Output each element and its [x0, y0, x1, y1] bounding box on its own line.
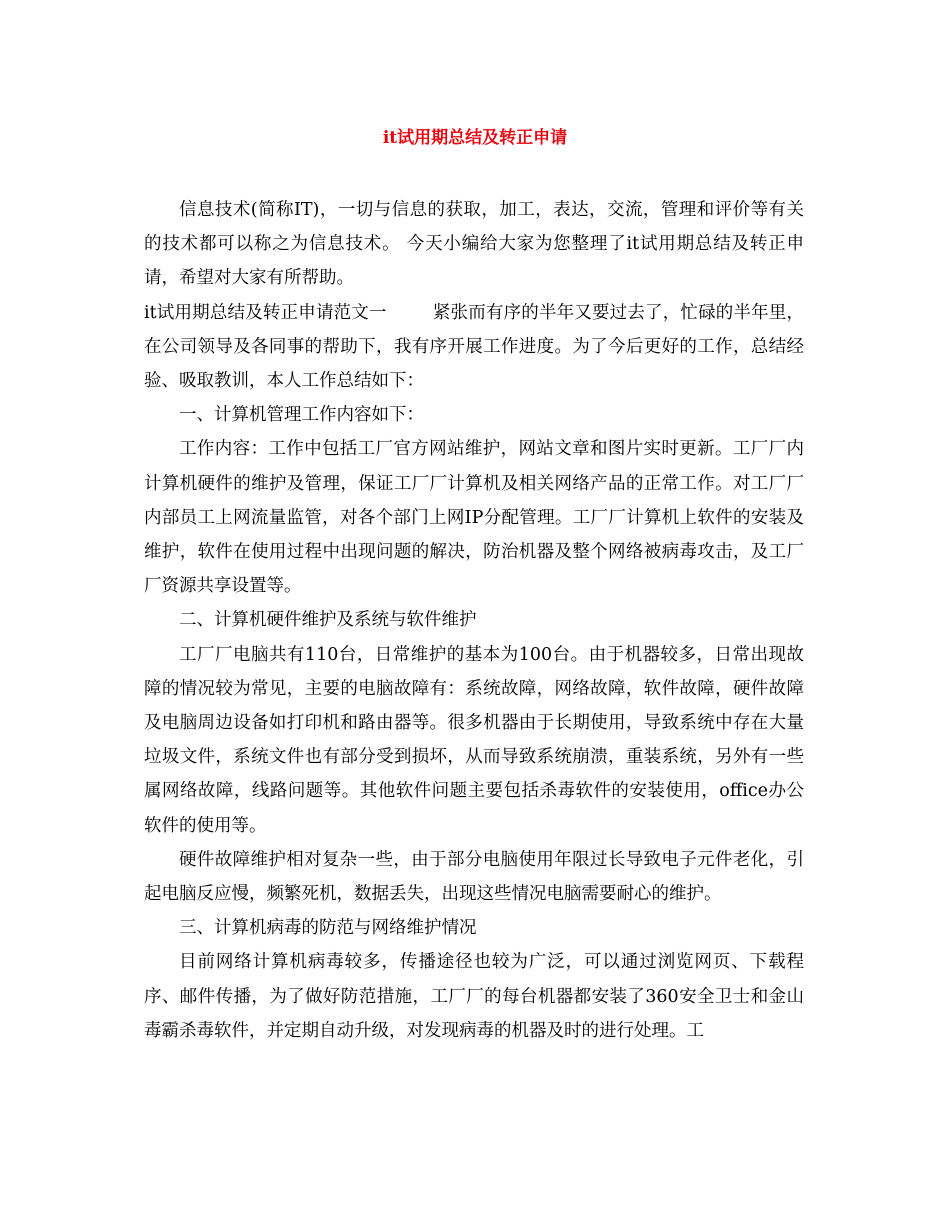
section3-body: 目前网络计算机病毒较多，传播途径也较为广泛，可以通过浏览网页、下载程序、邮件传播，为了做好防范措施，工厂厂的每台机器都安装了360安全卫士和金山毒霸杀毒软件，并定期自动升级，对发现病毒的机器及时的进行处理。工: [144, 952, 804, 1041]
section3-heading: 三、计算机病毒的防范与网络维护情况: [179, 918, 477, 939]
section2-heading: 二、计算机硬件维护及系统与软件维护: [179, 610, 477, 631]
section2-body-2: 硬件故障维护相对复杂一些，由于部分电脑使用年限过长导致电子元件老化，引起电脑反应慢，频繁死机，数据丢失，出现这些情况电脑需要耐心的维护。: [144, 849, 804, 905]
section2-body-1: 工厂厂电脑共有110台，日常维护的基本为100台。由于机器较多，日常出现故障的情况较为常见，主要的电脑故障有：系统故障，网络故障，软件故障，硬件故障及电脑周边设备如打印机和路由器等。很多机器由于长期使用，导致系统中存在大量垃圾文件，系统文件也有部分受到损坏，从而导致系统崩溃，重装系统，另外有一些属网络故障，线路问题等。其他软件问题主要包括杀毒软件的安装使用，office办公软件的使用等。: [144, 644, 804, 836]
sample-paragraph: [144, 296, 804, 399]
document-title: it试用期总结及转正申请: [382, 128, 568, 148]
section1-heading: 一、计算机管理工作内容如下：: [179, 405, 424, 426]
sample-intro: 紧张而有序的半年又要过去了，忙碌的半年里，在公司领导及各同事的帮助下，我有序开展工作进度。为了今后更好的工作，总结经验、吸取教训，本人工作总结如下：: [144, 302, 805, 392]
section1-body: 工作内容：工作中包括工厂官方网站维护，网站文章和图片实时更新。工厂厂内计算机硬件的维护及管理，保证工厂厂计算机及相关网络产品的正常工作。对工厂厂内部员工上网流量监管，对各个部门上网IP分配管理。工厂厂计算机上软件的安装及维护，软件在使用过程中出现问题的解决，防治机器及整个网络被病毒攻击，及工厂厂资源共享设置等。: [144, 439, 804, 597]
document-body: [144, 193, 804, 1048]
intro-paragraph: 信息技术(简称IT)，一切与信息的获取，加工，表达，交流，管理和评价等有关的技术都可以称之为信息技术。 今天小编给大家为您整理了it试用期总结及转正申请，希望对大家有所帮助。: [144, 200, 804, 289]
sample-heading: it试用期总结及转正申请范文一: [144, 302, 387, 323]
